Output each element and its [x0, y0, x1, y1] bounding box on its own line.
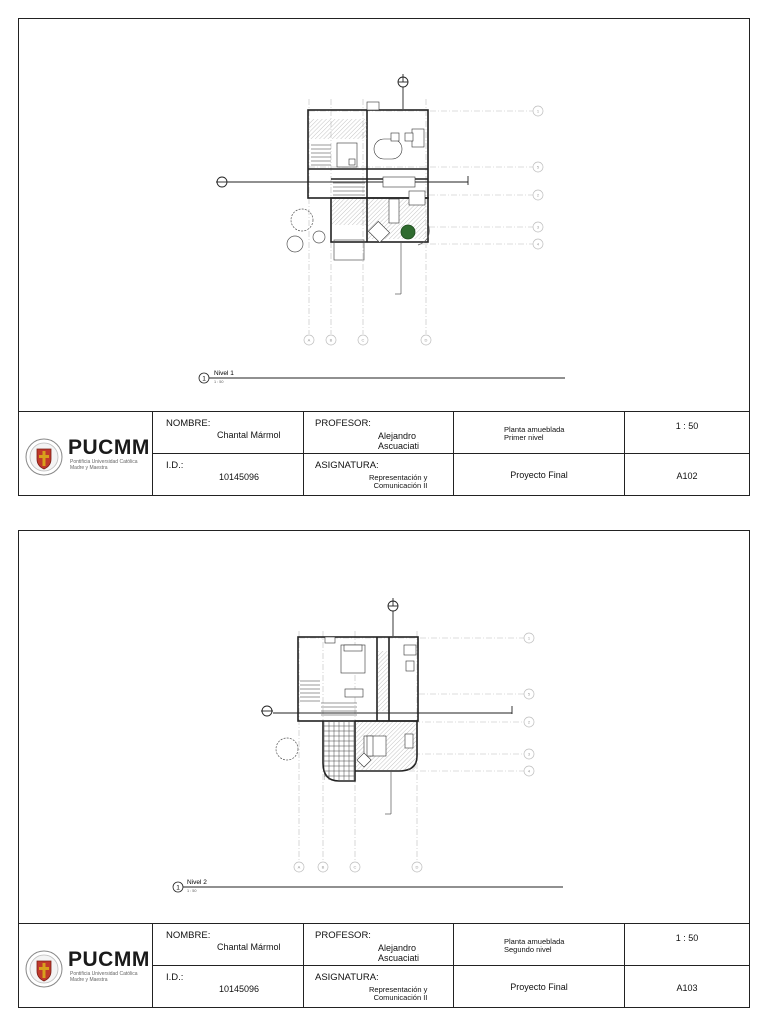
university-seal-icon — [25, 438, 63, 476]
grid-row-label: 5 — [527, 691, 531, 697]
view-scale: 1 : 50 — [214, 380, 224, 384]
title-block — [19, 923, 749, 1008]
id-label: I.D.: — [166, 460, 184, 471]
name-cell — [153, 924, 304, 966]
name-label: NOMBRE: — [166, 930, 211, 941]
grid-col-label: C — [353, 864, 357, 870]
sheet-number-cell — [625, 454, 749, 496]
grid-row-label: 4 — [527, 768, 531, 774]
name-value: Chantal Mármol — [217, 430, 281, 440]
grid-col-label: C — [361, 337, 365, 343]
professor-label: PROFESOR: — [315, 930, 371, 941]
north-arrow-icon — [388, 598, 398, 636]
plant-icon — [401, 225, 415, 239]
sheet-number: A102 — [676, 471, 698, 481]
grid-row-label: 5 — [536, 164, 540, 170]
scale-cell — [625, 924, 749, 966]
pucmm-logo-text: PUCMM — [68, 948, 150, 971]
subject-cell — [304, 454, 454, 496]
view-name: Nivel 2 — [187, 879, 207, 886]
plan-description-cell — [454, 924, 625, 966]
view-name: Nivel 1 — [214, 370, 234, 377]
id-label: I.D.: — [166, 972, 184, 983]
drawing-sheet-a103 — [18, 530, 750, 1008]
floor-plan-level-2 — [19, 531, 749, 923]
view-title — [199, 370, 565, 384]
plan-description: Planta amueblada Segundo nivel — [504, 937, 565, 954]
university-seal-icon — [25, 950, 63, 988]
scale-value: 1 : 50 — [675, 933, 699, 943]
view-number: 1 — [176, 884, 180, 892]
subject-value: Representación y Comunicación II — [369, 985, 428, 1002]
scale-cell — [625, 412, 749, 454]
grid-row-label: 3 — [527, 751, 531, 757]
subject-label: ASIGNATURA: — [315, 460, 379, 471]
subject-cell — [304, 966, 454, 1008]
subject-value: Representación y Comunicación II — [369, 473, 428, 490]
logo-subtitle: Pontificia Universidad Católica Madre y Maestra — [70, 459, 138, 471]
professor-value: Alejandro Ascuaciati — [378, 431, 420, 451]
id-value: 10145096 — [219, 984, 260, 994]
grid-col-label: A — [307, 337, 311, 343]
pucmm-logo-text: PUCMM — [68, 436, 150, 459]
scale-value: 1 : 50 — [675, 421, 699, 431]
professor-label: PROFESOR: — [315, 418, 371, 429]
project-name: Proyecto Final — [510, 470, 568, 480]
logo-cell — [19, 412, 153, 496]
subject-label: ASIGNATURA: — [315, 972, 379, 983]
view-number: 1 — [202, 375, 206, 383]
grid-row-label: 2 — [536, 192, 540, 198]
grid-col-label: D — [415, 864, 419, 870]
view-title — [173, 879, 563, 893]
floor-plan-level-1 — [19, 19, 749, 411]
grid-row-label: 3 — [536, 224, 540, 230]
grid-row-label: 2 — [527, 719, 531, 725]
grid-row-label: 4 — [536, 241, 540, 247]
grid-col-label: B — [321, 864, 325, 870]
professor-cell — [304, 924, 454, 966]
north-arrow-icon — [398, 74, 408, 109]
grid-col-label: D — [424, 337, 428, 343]
plan-description-cell — [454, 412, 625, 454]
grid-row-label: 1 — [527, 635, 531, 641]
id-value: 10145096 — [219, 472, 260, 482]
plan-description: Planta amueblada Primer nivel — [504, 425, 565, 442]
grid-row-label: 1 — [536, 108, 540, 114]
name-cell — [153, 412, 304, 454]
grid-col-label: A — [297, 864, 301, 870]
name-value: Chantal Mármol — [217, 942, 281, 952]
title-block — [19, 411, 749, 496]
project-name: Proyecto Final — [510, 982, 568, 992]
project-cell — [454, 454, 625, 496]
professor-cell — [304, 412, 454, 454]
id-cell — [153, 454, 304, 496]
id-cell — [153, 966, 304, 1008]
logo-cell — [19, 924, 153, 1008]
view-scale: 1 : 50 — [187, 889, 197, 893]
drawing-sheet-a102 — [18, 18, 750, 496]
name-label: NOMBRE: — [166, 418, 211, 429]
section-mark-icon — [216, 176, 468, 187]
logo-subtitle: Pontificia Universidad Católica Madre y Maestra — [70, 971, 138, 983]
grid-col-label: B — [329, 337, 333, 343]
sheet-number-cell — [625, 966, 749, 1008]
sheet-number: A103 — [676, 983, 698, 993]
project-cell — [454, 966, 625, 1008]
professor-value: Alejandro Ascuaciati — [378, 943, 420, 963]
